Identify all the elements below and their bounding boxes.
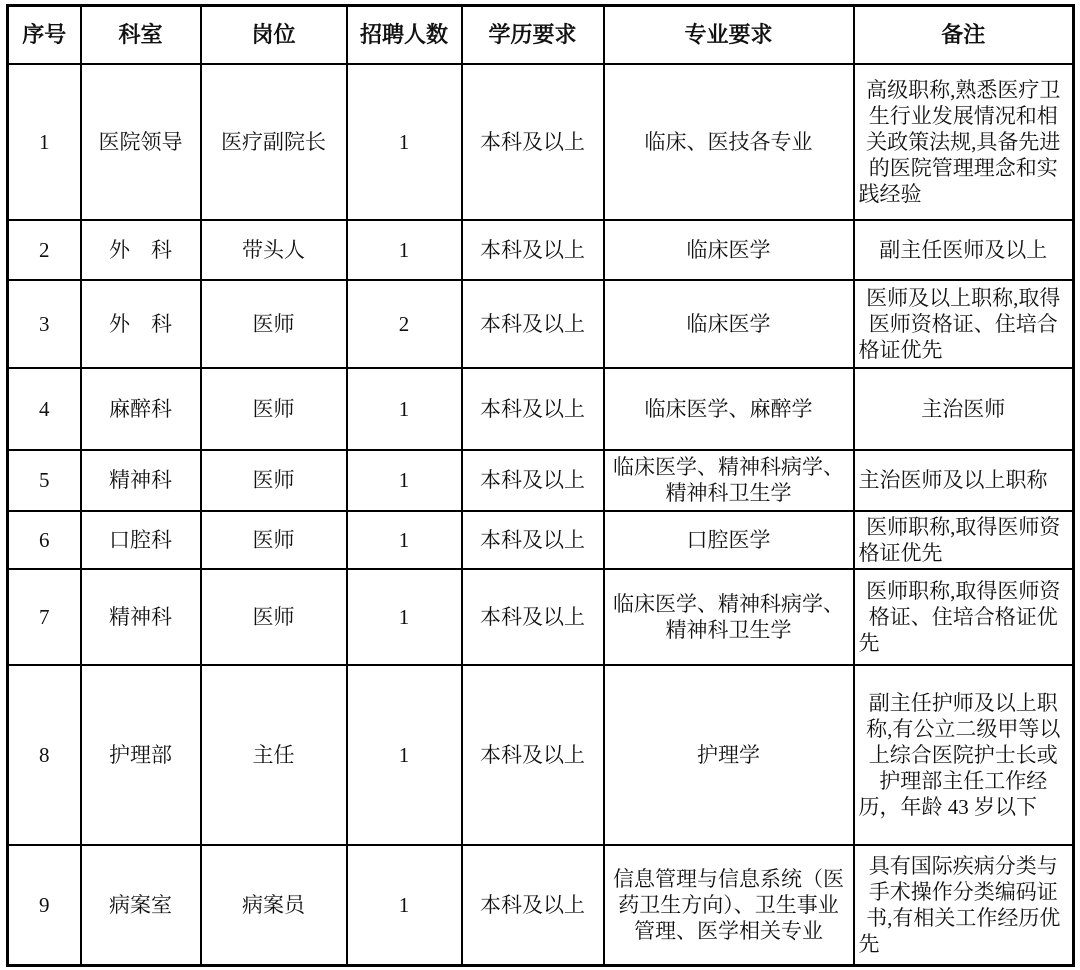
- cell-note: 副主任医师及以上: [854, 220, 1074, 280]
- table-row: [8, 280, 1074, 368]
- cell-edu: 本科及以上: [462, 64, 604, 220]
- cell-note: 医师及以上职称,取得医师资格证、住培合格证优先: [854, 280, 1074, 368]
- cell-note: 主治医师及以上职称: [854, 450, 1074, 511]
- cell-count: 1: [347, 511, 462, 569]
- cell-no: 1: [8, 64, 81, 220]
- cell-no: 2: [8, 220, 81, 280]
- table-row: [8, 665, 1074, 845]
- table-row: [8, 569, 1074, 665]
- cell-note: 具有国际疾病分类与手术操作分类编码证书,有相关工作经历优先: [854, 845, 1074, 966]
- cell-major: 临床医学、麻醉学: [604, 368, 854, 450]
- cell-count: 1: [347, 665, 462, 845]
- column-header-post: 岗位: [201, 6, 347, 64]
- table-row: [8, 511, 1074, 569]
- cell-edu: 本科及以上: [462, 845, 604, 966]
- cell-major: 临床医学: [604, 280, 854, 368]
- cell-note: 高级职称,熟悉医疗卫生行业发展情况和相关政策法规,具备先进的医院管理理念和实践经验: [854, 64, 1074, 220]
- cell-no: 6: [8, 511, 81, 569]
- cell-no: 3: [8, 280, 81, 368]
- cell-dept: 护理部: [81, 665, 201, 845]
- cell-major: 临床医学、精神科病学、精神科卫生学: [604, 569, 854, 665]
- cell-major: 口腔医学: [604, 511, 854, 569]
- cell-no: 8: [8, 665, 81, 845]
- cell-count: 1: [347, 220, 462, 280]
- cell-no: 4: [8, 368, 81, 450]
- cell-no: 9: [8, 845, 81, 966]
- cell-edu: 本科及以上: [462, 450, 604, 511]
- cell-count: 1: [347, 845, 462, 966]
- cell-edu: 本科及以上: [462, 665, 604, 845]
- cell-dept: 精神科: [81, 450, 201, 511]
- cell-edu: 本科及以上: [462, 511, 604, 569]
- cell-major: 护理学: [604, 665, 854, 845]
- cell-edu: 本科及以上: [462, 368, 604, 450]
- cell-dept: 医院领导: [81, 64, 201, 220]
- cell-post: 医师: [201, 368, 347, 450]
- cell-count: 2: [347, 280, 462, 368]
- table-row: [8, 220, 1074, 280]
- table-row: [8, 450, 1074, 511]
- cell-major: 信息管理与信息系统（医药卫生方向）、卫生事业管理、医学相关专业: [604, 845, 854, 966]
- recruitment-table: [6, 4, 1075, 967]
- cell-major: 临床医学、精神科病学、精神科卫生学: [604, 450, 854, 511]
- cell-dept: 麻醉科: [81, 368, 201, 450]
- cell-count: 1: [347, 368, 462, 450]
- cell-count: 1: [347, 450, 462, 511]
- cell-dept: 外 科: [81, 220, 201, 280]
- cell-post: 医疗副院长: [201, 64, 347, 220]
- column-header-edu: 学历要求: [462, 6, 604, 64]
- cell-dept: 口腔科: [81, 511, 201, 569]
- cell-count: 1: [347, 569, 462, 665]
- column-header-dept: 科室: [81, 6, 201, 64]
- column-header-no: 序号: [8, 6, 81, 64]
- cell-post: 医师: [201, 450, 347, 511]
- cell-post: 医师: [201, 511, 347, 569]
- cell-note: 医师职称,取得医师资格证、住培合格证优先: [854, 569, 1074, 665]
- table-row: [8, 64, 1074, 220]
- cell-note: 医师职称,取得医师资格证优先: [854, 511, 1074, 569]
- column-header-note: 备注: [854, 6, 1074, 64]
- cell-dept: 精神科: [81, 569, 201, 665]
- cell-note: 主治医师: [854, 368, 1074, 450]
- cell-no: 5: [8, 450, 81, 511]
- cell-edu: 本科及以上: [462, 280, 604, 368]
- cell-major: 临床、医技各专业: [604, 64, 854, 220]
- cell-post: 主任: [201, 665, 347, 845]
- table-row: [8, 845, 1074, 966]
- header-row: [8, 6, 1074, 64]
- cell-count: 1: [347, 64, 462, 220]
- column-header-major: 专业要求: [604, 6, 854, 64]
- cell-edu: 本科及以上: [462, 569, 604, 665]
- cell-edu: 本科及以上: [462, 220, 604, 280]
- cell-no: 7: [8, 569, 81, 665]
- cell-post: 医师: [201, 280, 347, 368]
- column-header-count: 招聘人数: [347, 6, 462, 64]
- cell-post: 带头人: [201, 220, 347, 280]
- table-row: [8, 368, 1074, 450]
- cell-dept: 病案室: [81, 845, 201, 966]
- cell-post: 医师: [201, 569, 347, 665]
- cell-major: 临床医学: [604, 220, 854, 280]
- cell-note: 副主任护师及以上职称,有公立二级甲等以上综合医院护士长或护理部主任工作经历，年龄 43 岁以下: [854, 665, 1074, 845]
- cell-dept: 外 科: [81, 280, 201, 368]
- cell-post: 病案员: [201, 845, 347, 966]
